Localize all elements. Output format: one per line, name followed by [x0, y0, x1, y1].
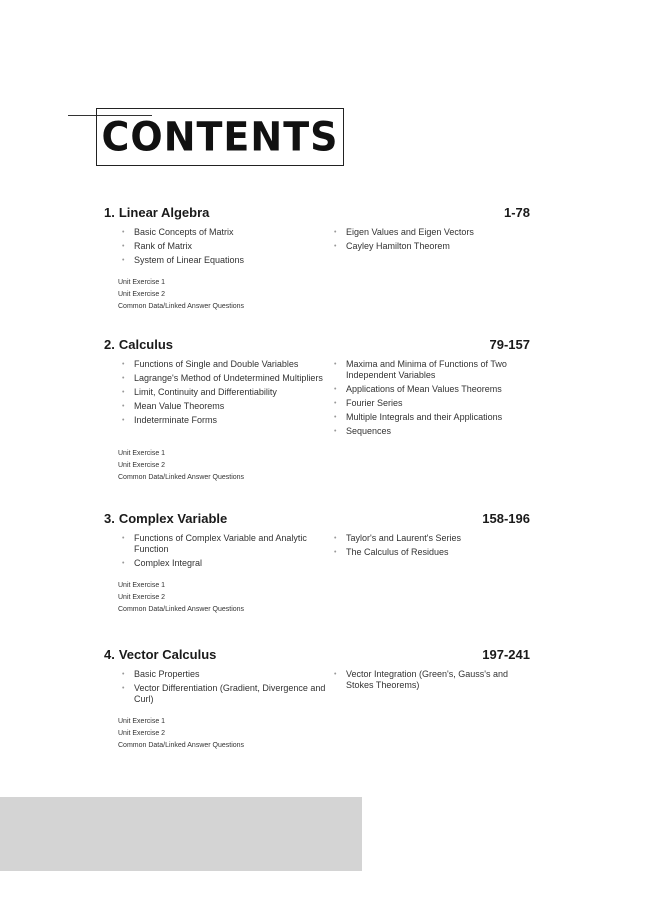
chapter-2	[104, 337, 530, 484]
topic-item: • Lagrange's Method of Undetermined Multipliers	[122, 373, 334, 384]
topic-item: • Vector Differentiation (Gradient, Divergence and Curl)	[122, 683, 334, 705]
topics-right	[334, 533, 530, 572]
chapter-4	[104, 647, 530, 752]
chapter-3	[104, 511, 530, 616]
topic-item: • Indeterminate Forms	[122, 415, 334, 426]
title-box	[96, 108, 344, 166]
chapter-title: Calculus	[118, 337, 174, 352]
topic-item: • System of Linear Equations	[122, 255, 334, 266]
exercise-item: Unit Exercise 2	[118, 291, 166, 298]
topics-left	[104, 533, 334, 572]
exercise-item: Unit Exercise 1	[118, 450, 166, 457]
chapter-number: 4.	[104, 647, 115, 662]
topic-item: • Taylor's and Laurent's Series	[334, 533, 530, 544]
topic-item: • Functions of Complex Variable and Analytic Function	[122, 533, 334, 555]
exercise-list	[104, 277, 530, 313]
page-title: CONTENTS	[101, 113, 339, 161]
chapter-pages: 158-196	[482, 511, 530, 526]
chapter-1	[104, 205, 530, 313]
topic-item: • Complex Integral	[122, 558, 334, 569]
exercise-item: Unit Exercise 1	[118, 279, 166, 286]
topic-item: • Cayley Hamilton Theorem	[334, 241, 530, 252]
exercise-item: Unit Exercise 2	[118, 730, 166, 737]
topic-item: • Functions of Single and Double Variables	[122, 359, 334, 370]
topic-item: • The Calculus of Residues	[334, 547, 530, 558]
chapter-heading	[104, 511, 530, 526]
chapter-title: Linear Algebra	[118, 205, 210, 220]
topic-item: • Rank of Matrix	[122, 241, 334, 252]
exercise-item: Common Data/Linked Answer Questions	[118, 742, 245, 749]
topic-item: • Limit, Continuity and Differentiability	[122, 387, 334, 398]
topic-item: • Maxima and Minima of Functions of Two Independent Variables	[334, 359, 530, 381]
exercise-list	[104, 448, 530, 484]
grey-footer-block	[0, 797, 362, 871]
topics-left	[104, 227, 334, 269]
topics-right	[334, 669, 530, 708]
chapter-heading	[104, 337, 530, 352]
topic-item: • Fourier Series	[334, 398, 530, 409]
topic-item: • Eigen Values and Eigen Vectors	[334, 227, 530, 238]
exercise-item: Unit Exercise 1	[118, 582, 166, 589]
topic-item: • Multiple Integrals and their Applications	[334, 412, 530, 423]
exercise-item: Common Data/Linked Answer Questions	[118, 303, 245, 310]
topic-item: • Basic Properties	[122, 669, 334, 680]
chapter-pages: 79-157	[489, 337, 530, 352]
exercise-item: Common Data/Linked Answer Questions	[118, 606, 245, 613]
topic-item: • Applications of Mean Values Theorems	[334, 384, 530, 395]
exercise-item: Common Data/Linked Answer Questions	[118, 474, 245, 481]
topic-item: • Sequences	[334, 426, 530, 437]
chapter-number: 1.	[104, 205, 115, 220]
topics-right	[334, 227, 530, 269]
exercise-item: Unit Exercise 2	[118, 462, 166, 469]
chapter-pages: 1-78	[503, 205, 530, 220]
chapter-pages: 197-241	[482, 647, 530, 662]
exercise-item: Unit Exercise 2	[118, 594, 166, 601]
topics-left	[104, 359, 334, 440]
exercise-list	[104, 580, 530, 616]
chapter-title: Complex Variable	[118, 511, 228, 526]
topic-item: • Basic Concepts of Matrix	[122, 227, 334, 238]
chapter-heading	[104, 205, 530, 220]
chapter-number: 3.	[104, 511, 115, 526]
topics-right	[334, 359, 530, 440]
exercise-item: Unit Exercise 1	[118, 718, 166, 725]
topic-item: • Mean Value Theorems	[122, 401, 334, 412]
exercise-list	[104, 716, 530, 752]
topic-item: • Vector Integration (Green's, Gauss's and Stokes Theorems)	[334, 669, 530, 691]
chapter-heading	[104, 647, 530, 662]
chapter-number: 2.	[104, 337, 115, 352]
chapter-title: Vector Calculus	[118, 647, 217, 662]
topics-left	[104, 669, 334, 708]
